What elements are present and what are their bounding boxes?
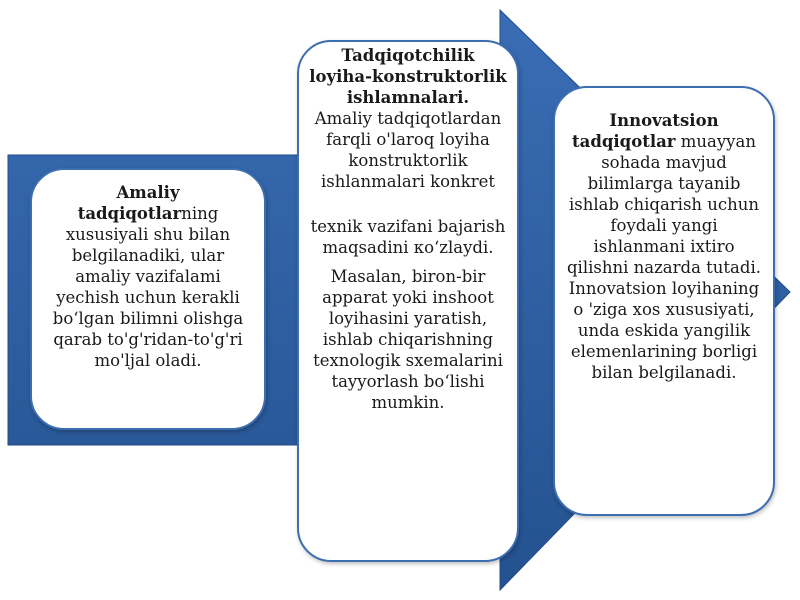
- applied-research-box: [30, 168, 266, 430]
- design-development-title: Tadqiqotchilik loyiha-konstruktorlik ishlamnalari.: [309, 46, 507, 107]
- design-development-text-2: texnik vazifani bajarish maqsadini ко‘zlaydi.: [310, 217, 506, 257]
- design-development-text-1: Amaliy tadqiqotlardan farqli o'laroq loyiha konstruktorlik ishlanmalari konkret: [314, 109, 502, 191]
- innovative-research-box: [553, 86, 775, 516]
- applied-research-text: ning xususiyali shu bilan belgilanadiki, ular amaliy vazifalami yechish uchun kerakli bo‘lgan bilimni olishga qarab to'g'ridan-to'g'ri mo'ljal oladi.: [52, 204, 244, 370]
- innovative-research-text: muayyan sohada mavjud bilimlarga tayanib ishlab chiqarish uchun foydali yangi ishlanmani ixtiro qilishni nazarda tutadi. Innovatsion loyihaning o 'ziga xos xususiyati, unda eskida yangilik elemenlarining borligi bilan belgilanadi.: [567, 132, 761, 382]
- applied-research-title: Amaliy tadqiqotlar: [77, 183, 182, 223]
- innovative-research-title: Innovatsion tadqiqotlar: [572, 111, 719, 151]
- design-development-text-3: Masalan, biron-bir apparat yoki inshoot loyihasini yaratish, ishlab chiqarishning texnologik sxemalarini tayyorlash bo‘lishi mumkin.: [313, 267, 503, 412]
- design-development-box: [297, 40, 519, 562]
